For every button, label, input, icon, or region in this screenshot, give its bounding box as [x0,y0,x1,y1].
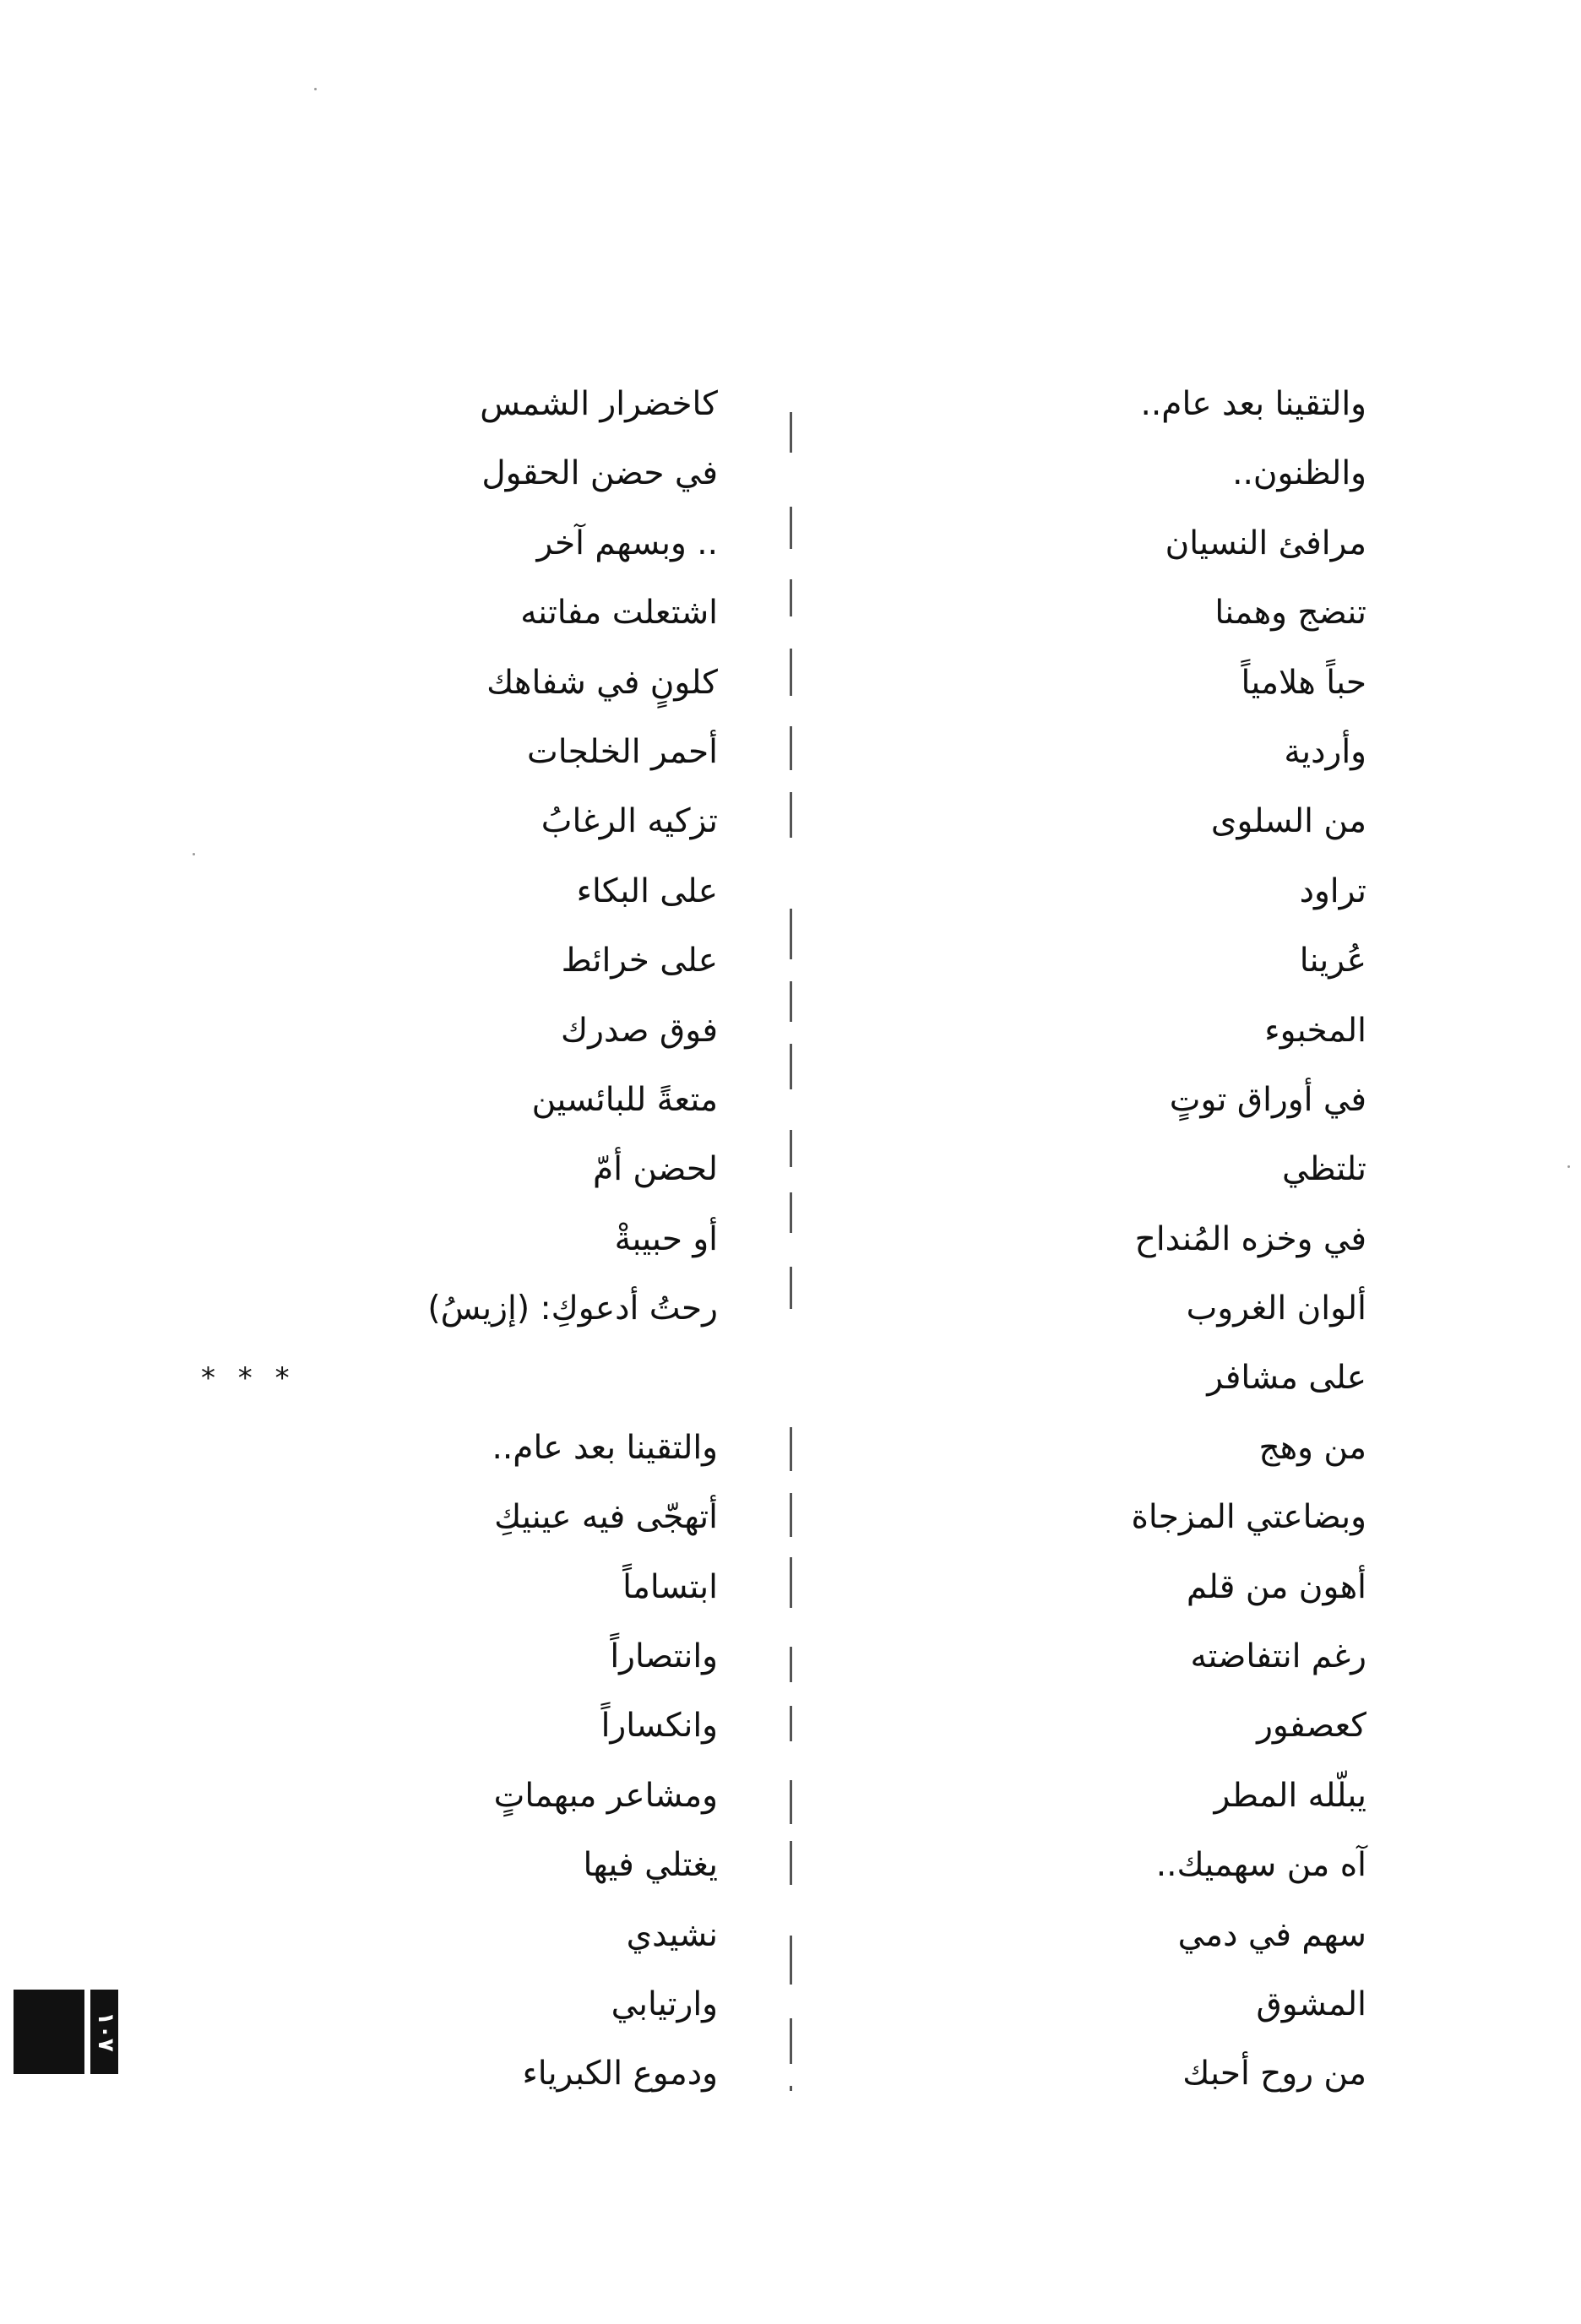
poem-line: تنضج وهمنا [1214,594,1366,633]
poem-line: والظنون.. [1232,454,1366,493]
poem-line: على البكاء [576,872,718,910]
scan-speck [314,88,317,90]
column-divider [790,1130,792,1167]
poem-line: على خرائط [561,942,718,980]
column-divider [790,1936,792,1985]
page-number-tab [14,1990,118,2074]
column-divider [790,1780,792,1824]
poem-line: وأردية [1284,732,1366,771]
poem-line: كاخضرار الشمس [480,385,718,423]
poem-line: ودموع الكبرياء [522,2055,718,2093]
column-divider [790,507,792,549]
poem-line: أحمر الخلجات [527,732,718,771]
poem-line: نشيدي [626,1915,718,1954]
poem-line: والتقينا بعد عام.. [1140,385,1366,423]
column-divider [790,1706,792,1741]
poem-line: .. وبسهم آخر [536,524,718,562]
column-divider [790,1557,792,1608]
page-tab-notch [84,1990,90,2074]
poem-line: أو حبيبةْ [614,1219,718,1258]
column-divider [790,792,792,838]
poem-line: تلتظي [1281,1150,1366,1189]
poem-line: ابتساماً [622,1567,718,1606]
column-divider [790,579,792,616]
poem-line: مرافئ النسيان [1165,524,1366,562]
poem-line: تراود [1299,872,1366,910]
poem-line: رحتُ أدعوكِ: (إزيسُ) [427,1290,718,1328]
poem-line: ومشاعر مبهماتٍ [493,1776,718,1815]
poem-left-column [194,370,718,2110]
poem-line: فوق صدرك [560,1011,718,1050]
poem-line: تزكيه الرغابُ [541,802,718,841]
page-number: ١٠٧ [93,2012,118,2052]
column-divider [790,1267,792,1309]
column-divider [790,909,792,959]
poem-line: أتهجّى فيه عينيكِ [494,1498,718,1537]
poem-line: المشوق [1256,1985,1366,2023]
column-divider [790,649,792,696]
poem-line: والتقينا بعد عام.. [492,1428,718,1467]
poem-line: آه من سهميك.. [1155,1846,1366,1885]
poem-line: عُرينا [1299,942,1366,980]
section-separator: * * * [201,1361,296,1396]
column-divider [790,726,792,770]
poem-line: يبلّله المطر [1214,1776,1366,1815]
column-divider [790,2086,792,2091]
poem-line: من السلوى [1210,802,1366,841]
column-divider [790,1044,792,1089]
column-divider [790,1841,792,1885]
column-divider [790,412,792,453]
poem-line: سهم في دمي [1177,1915,1366,1954]
poem-line: وبضاعتي المزجاة [1131,1498,1366,1537]
column-divider [790,1427,792,1471]
poem-line: حباً هلامياً [1241,663,1366,702]
column-divider [790,1493,792,1537]
scan-speck [1567,1165,1570,1168]
poem-line: يغتلي فيها [583,1846,718,1885]
poem-right-column [894,370,1366,2110]
poem-line: وانتصاراً [610,1637,718,1676]
poem-line: على مشافر [1207,1359,1366,1398]
poem-line: اشتعلت مفاتنه [520,594,718,633]
poem-line: وانكساراً [600,1707,718,1746]
column-divider [790,2018,792,2064]
poem-line: في حضن الحقول [481,454,718,493]
poem-line: من روح أحبك [1182,2055,1366,2093]
poem-line: في وخزه المُنداح [1134,1219,1366,1258]
poem-line: أهون من قلم [1186,1567,1366,1606]
column-divider [790,1647,792,1682]
poem-line: كعصفور [1257,1707,1366,1746]
poem-line: في أوراق توتٍ [1169,1080,1366,1119]
poem-line: متعةً للبائسين [531,1080,718,1119]
poem-line: ألوان الغروب [1186,1290,1366,1328]
poem-line: لحضن أمّ [593,1150,718,1189]
column-divider [790,1192,792,1233]
poem-line: من وهج [1258,1428,1366,1467]
poem-line: المخبوء [1264,1011,1366,1050]
poem-line: رغم انتفاضته [1190,1637,1366,1676]
poem-line: وارتيابي [611,1985,718,2023]
column-divider [790,981,792,1022]
poem-line: كلونٍ في شفاهك [486,663,718,702]
